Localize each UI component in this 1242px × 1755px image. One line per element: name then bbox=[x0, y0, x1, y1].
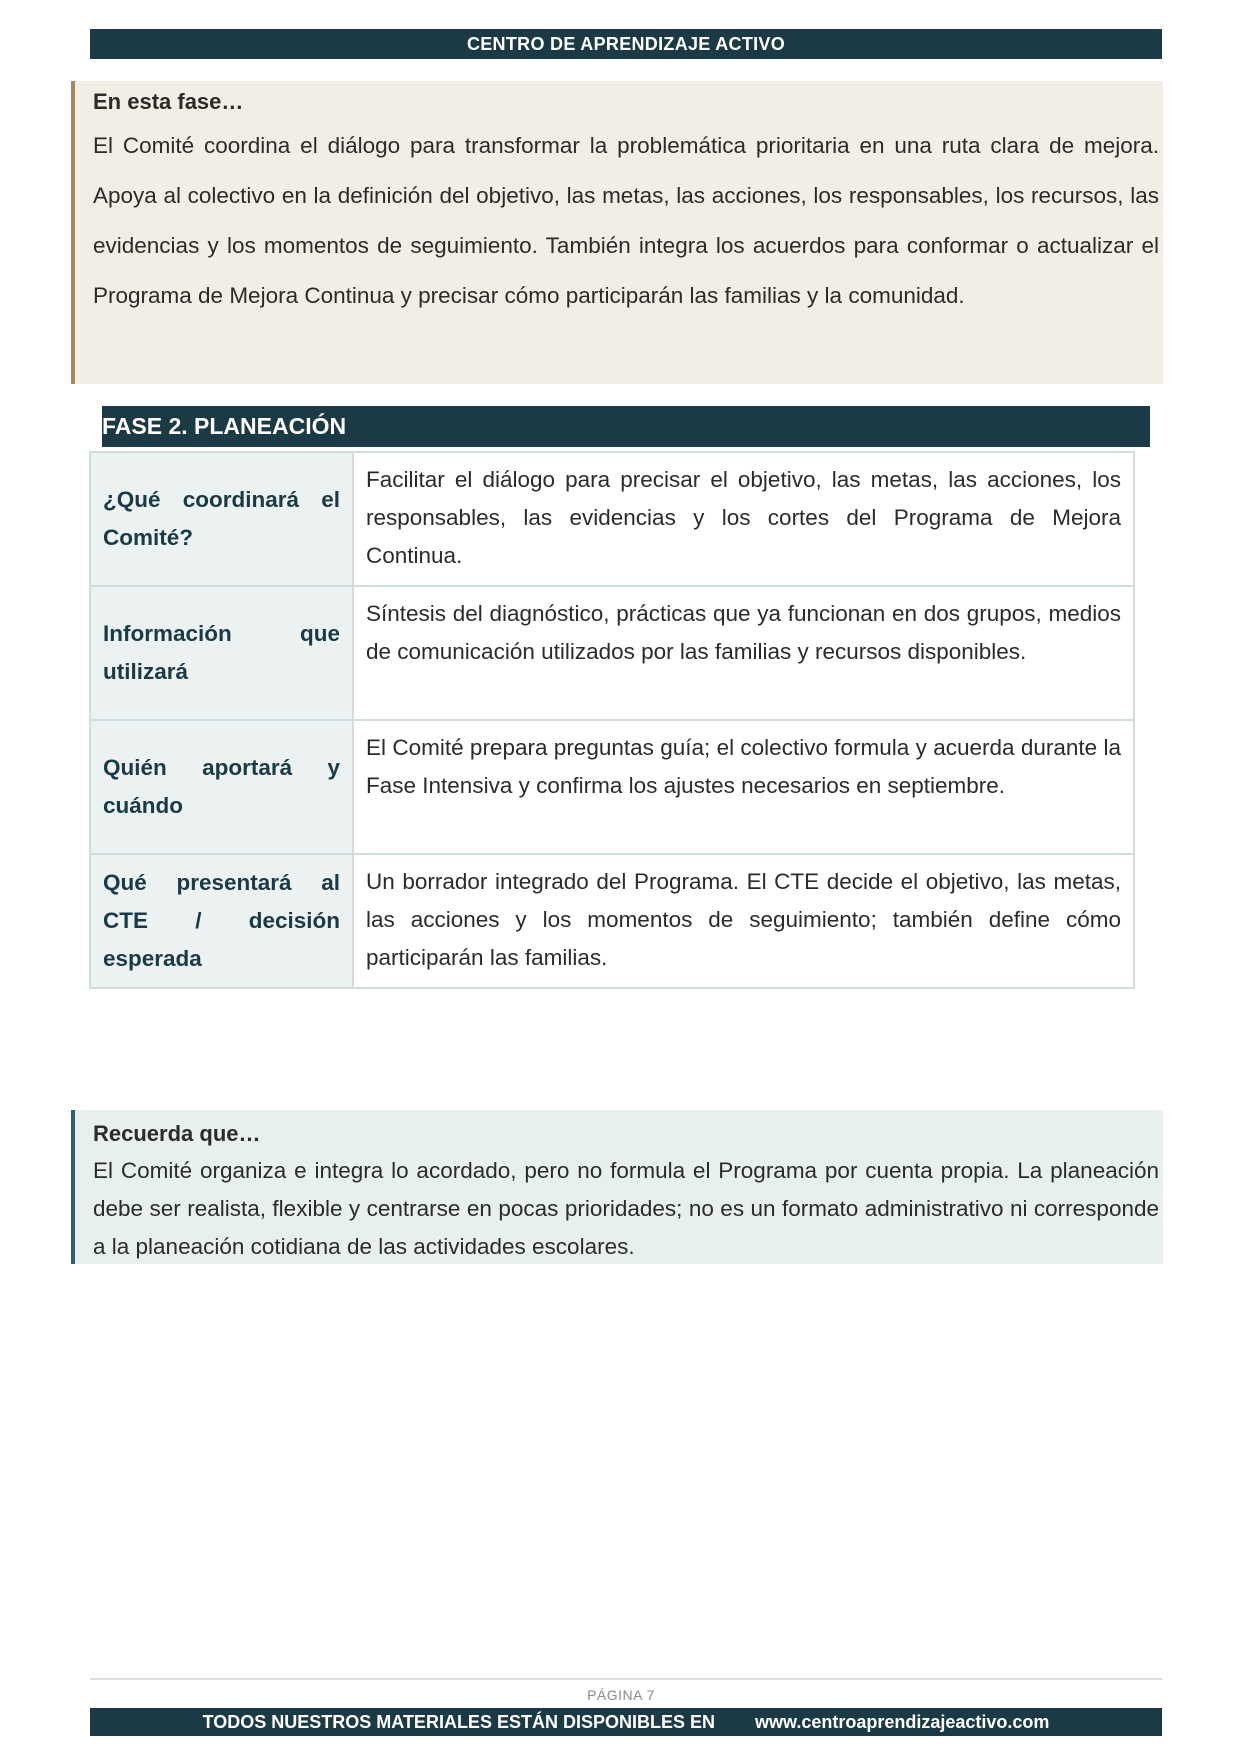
footer-url-link[interactable]: www.centroaprendizajeactivo.com bbox=[754, 1711, 1050, 1732]
row-label: ¿Qué coordinará el Comité? bbox=[90, 452, 353, 586]
intro-text: El Comité coordina el diálogo para transformar la problemática prioritaria en una ruta clara de mejora. Apoya al colectivo en la definición del objetivo, las metas, las acciones, los responsables, los recursos, las evidencias y los momentos de seguimiento. También integra los acuerdos para conformar o actualizar el Programa de Mejora Continua y precisar cómo participarán las familias y la comunidad. bbox=[93, 133, 1159, 308]
row-value: Facilitar el diálogo para precisar el objetivo, las metas, las acciones, los responsables, las evidencias y los cortes del Programa de Mejora Continua. bbox=[353, 452, 1134, 586]
phase-title-bar bbox=[102, 406, 1150, 447]
footer-bar bbox=[90, 1708, 1162, 1736]
table-row bbox=[90, 854, 1134, 988]
header-bar bbox=[90, 29, 1162, 59]
row-label: Información que utilizará bbox=[90, 586, 353, 720]
footer-materials-text: TODOS NUESTROS MATERIALES ESTÁN DISPONIBLES EN bbox=[202, 1711, 715, 1732]
table-row bbox=[90, 586, 1134, 720]
reminder-title: Recuerda que… bbox=[93, 1121, 261, 1146]
reminder-text: El Comité organiza e integra lo acordado, pero no formula el Programa por cuenta propia. La planeación debe ser realista, flexible y centrarse en pocas prioridades; no es un formato administrativo ni corresponde a la planeación cotidiana de las actividades escolares. bbox=[93, 1158, 1159, 1259]
row-value: El Comité prepara preguntas guía; el colectivo formula y acuerda durante la Fase Intensiva y confirma los ajustes necesarios en septiembre. bbox=[353, 720, 1134, 854]
row-value: Síntesis del diagnóstico, prácticas que ya funcionan en dos grupos, medios de comunicación utilizados por las familias y recursos disponibles. bbox=[353, 586, 1134, 720]
row-value: Un borrador integrado del Programa. El CTE decide el objetivo, las metas, las acciones y los momentos de seguimiento; también define cómo participarán las familias. bbox=[353, 854, 1134, 988]
row-label: Qué presentará al CTE / decisión esperada bbox=[90, 854, 353, 988]
page-number: PÁGINA 7 bbox=[587, 1687, 655, 1703]
phase-table bbox=[89, 451, 1135, 989]
row-label: Quién aportará y cuándo bbox=[90, 720, 353, 854]
intro-callout bbox=[71, 81, 1163, 384]
table-row bbox=[90, 452, 1134, 586]
intro-title: En esta fase… bbox=[93, 89, 244, 114]
phase-title: FASE 2. PLANEACIÓN bbox=[102, 413, 347, 439]
header-title: CENTRO DE APRENDIZAJE ACTIVO bbox=[466, 33, 786, 54]
table-row bbox=[90, 720, 1134, 854]
footer-divider bbox=[90, 1678, 1162, 1680]
reminder-callout bbox=[71, 1110, 1163, 1264]
